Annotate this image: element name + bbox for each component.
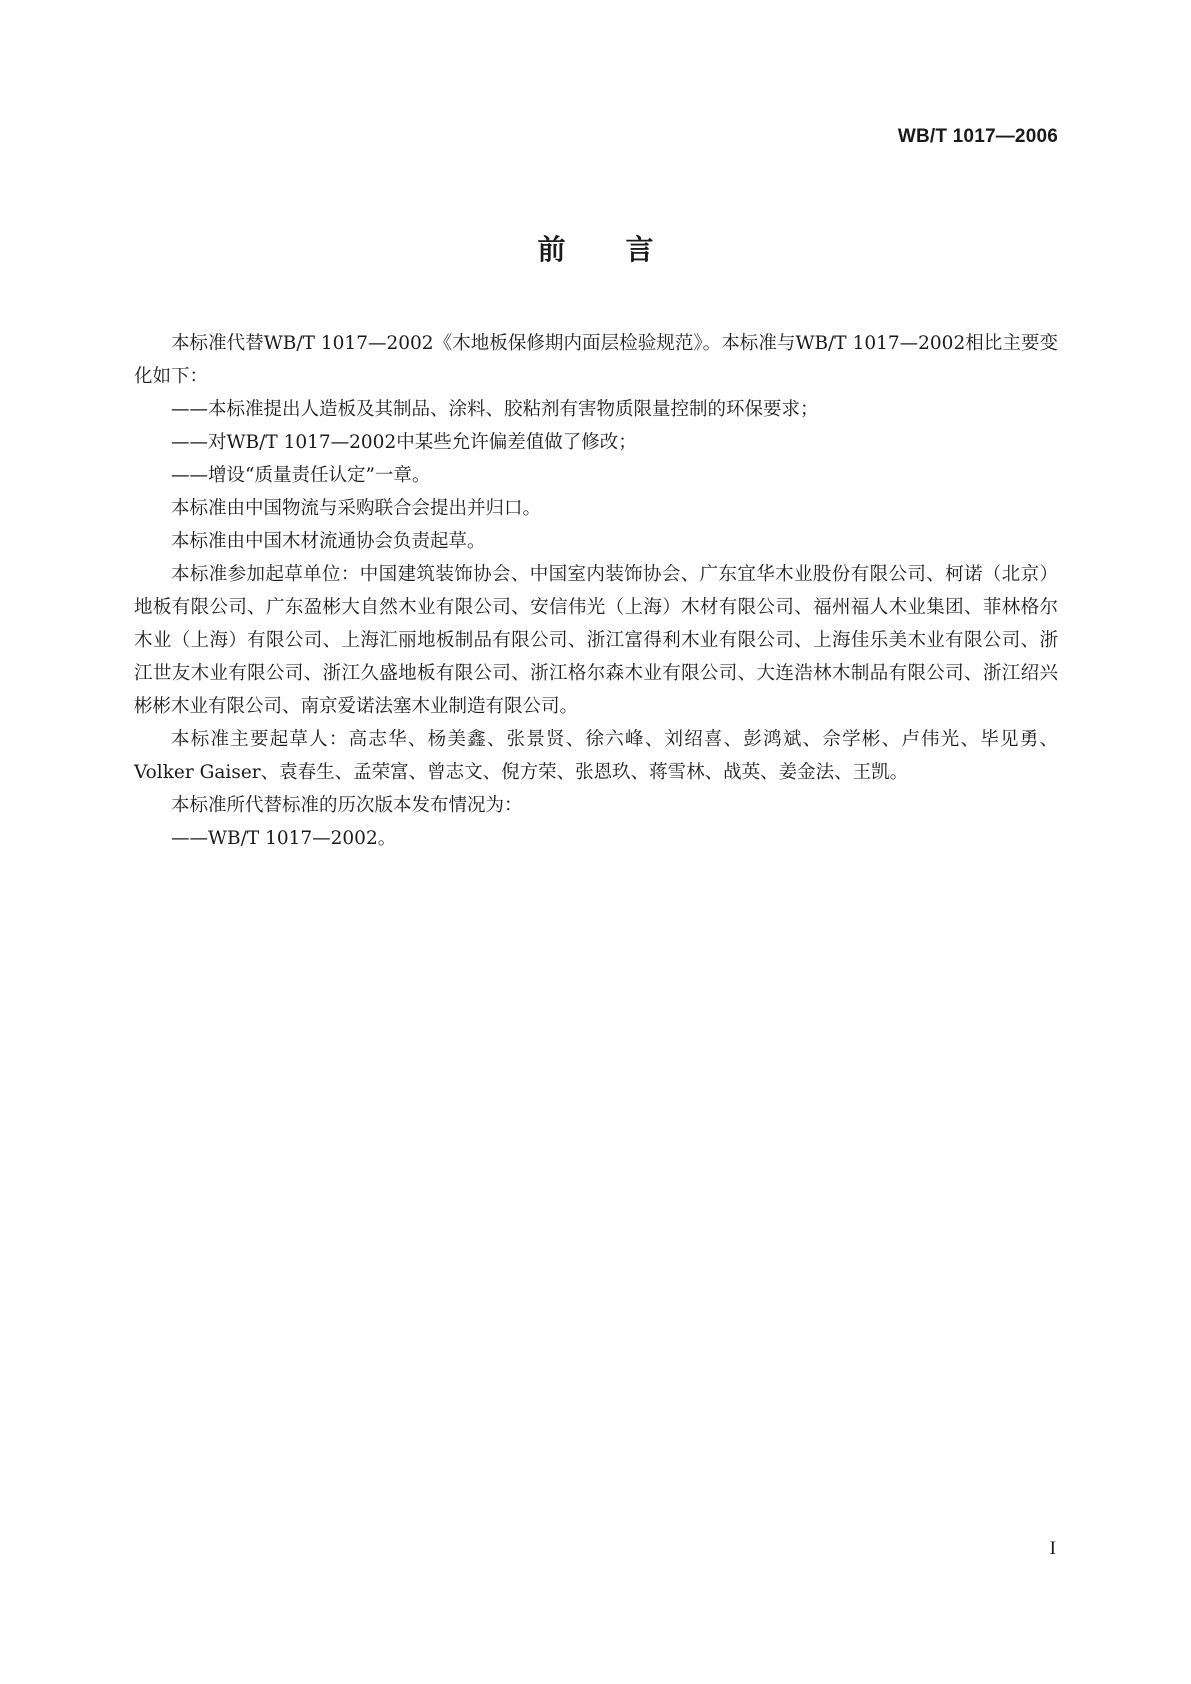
page-title: 前言 bbox=[537, 233, 714, 266]
foreword-body bbox=[134, 327, 1058, 855]
standard-code: WB/T 1017—2006 bbox=[897, 126, 1058, 147]
change-item: ——对WB/T 1017—2002中某些允许偏差值做了修改； bbox=[171, 432, 637, 453]
page-number: I bbox=[1049, 1538, 1056, 1559]
proposer-paragraph: 本标准由中国物流与采购联合会提出并归口。 bbox=[171, 498, 542, 519]
intro-paragraph: 本标准代替WB/T 1017—2002《木地板保修期内面层检验规范》。本标准与WB/T 1017—2002相比主要变化如下： bbox=[134, 333, 1058, 387]
change-item: ——本标准提出人造板及其制品、涂料、胶粘剂有害物质限量控制的环保要求； bbox=[171, 399, 819, 420]
drafting-org-paragraph: 本标准由中国木材流通协会负责起草。 bbox=[171, 531, 486, 552]
history-item: ——WB/T 1017—2002。 bbox=[171, 828, 397, 849]
history-intro-paragraph: 本标准所代替标准的历次版本发布情况为： bbox=[171, 795, 523, 816]
participants-paragraph: 本标准参加起草单位：中国建筑装饰协会、中国室内装饰协会、广东宜华木业股份有限公司、柯诺（北京）地板有限公司、广东盈彬大自然木业有限公司、安信伟光（上海）木材有限公司、福州福人木业集团、菲林格尔木业（上海）有限公司、上海汇丽地板制品有限公司、浙江富得利木业有限公司、上海佳乐美木业有限公司、浙江世友木业有限公司、浙江久盛地板有限公司、浙江格尔森木业有限公司、大连浩林木制品有限公司、浙江绍兴彬彬木业有限公司、南京爱诺法塞木业制造有限公司。 bbox=[134, 564, 1058, 717]
change-item: ——增设“质量责任认定”一章。 bbox=[171, 465, 431, 486]
main-drafters-paragraph: 本标准主要起草人：高志华、杨美鑫、张景贤、徐六峰、刘绍喜、彭鸿斌、佘学彬、卢伟光、毕见勇、Volker Gaiser、袁春生、孟荣富、曾志文、倪方荣、张恩玖、蒋雪林、战英、姜金法、王凯。 bbox=[134, 729, 1058, 783]
